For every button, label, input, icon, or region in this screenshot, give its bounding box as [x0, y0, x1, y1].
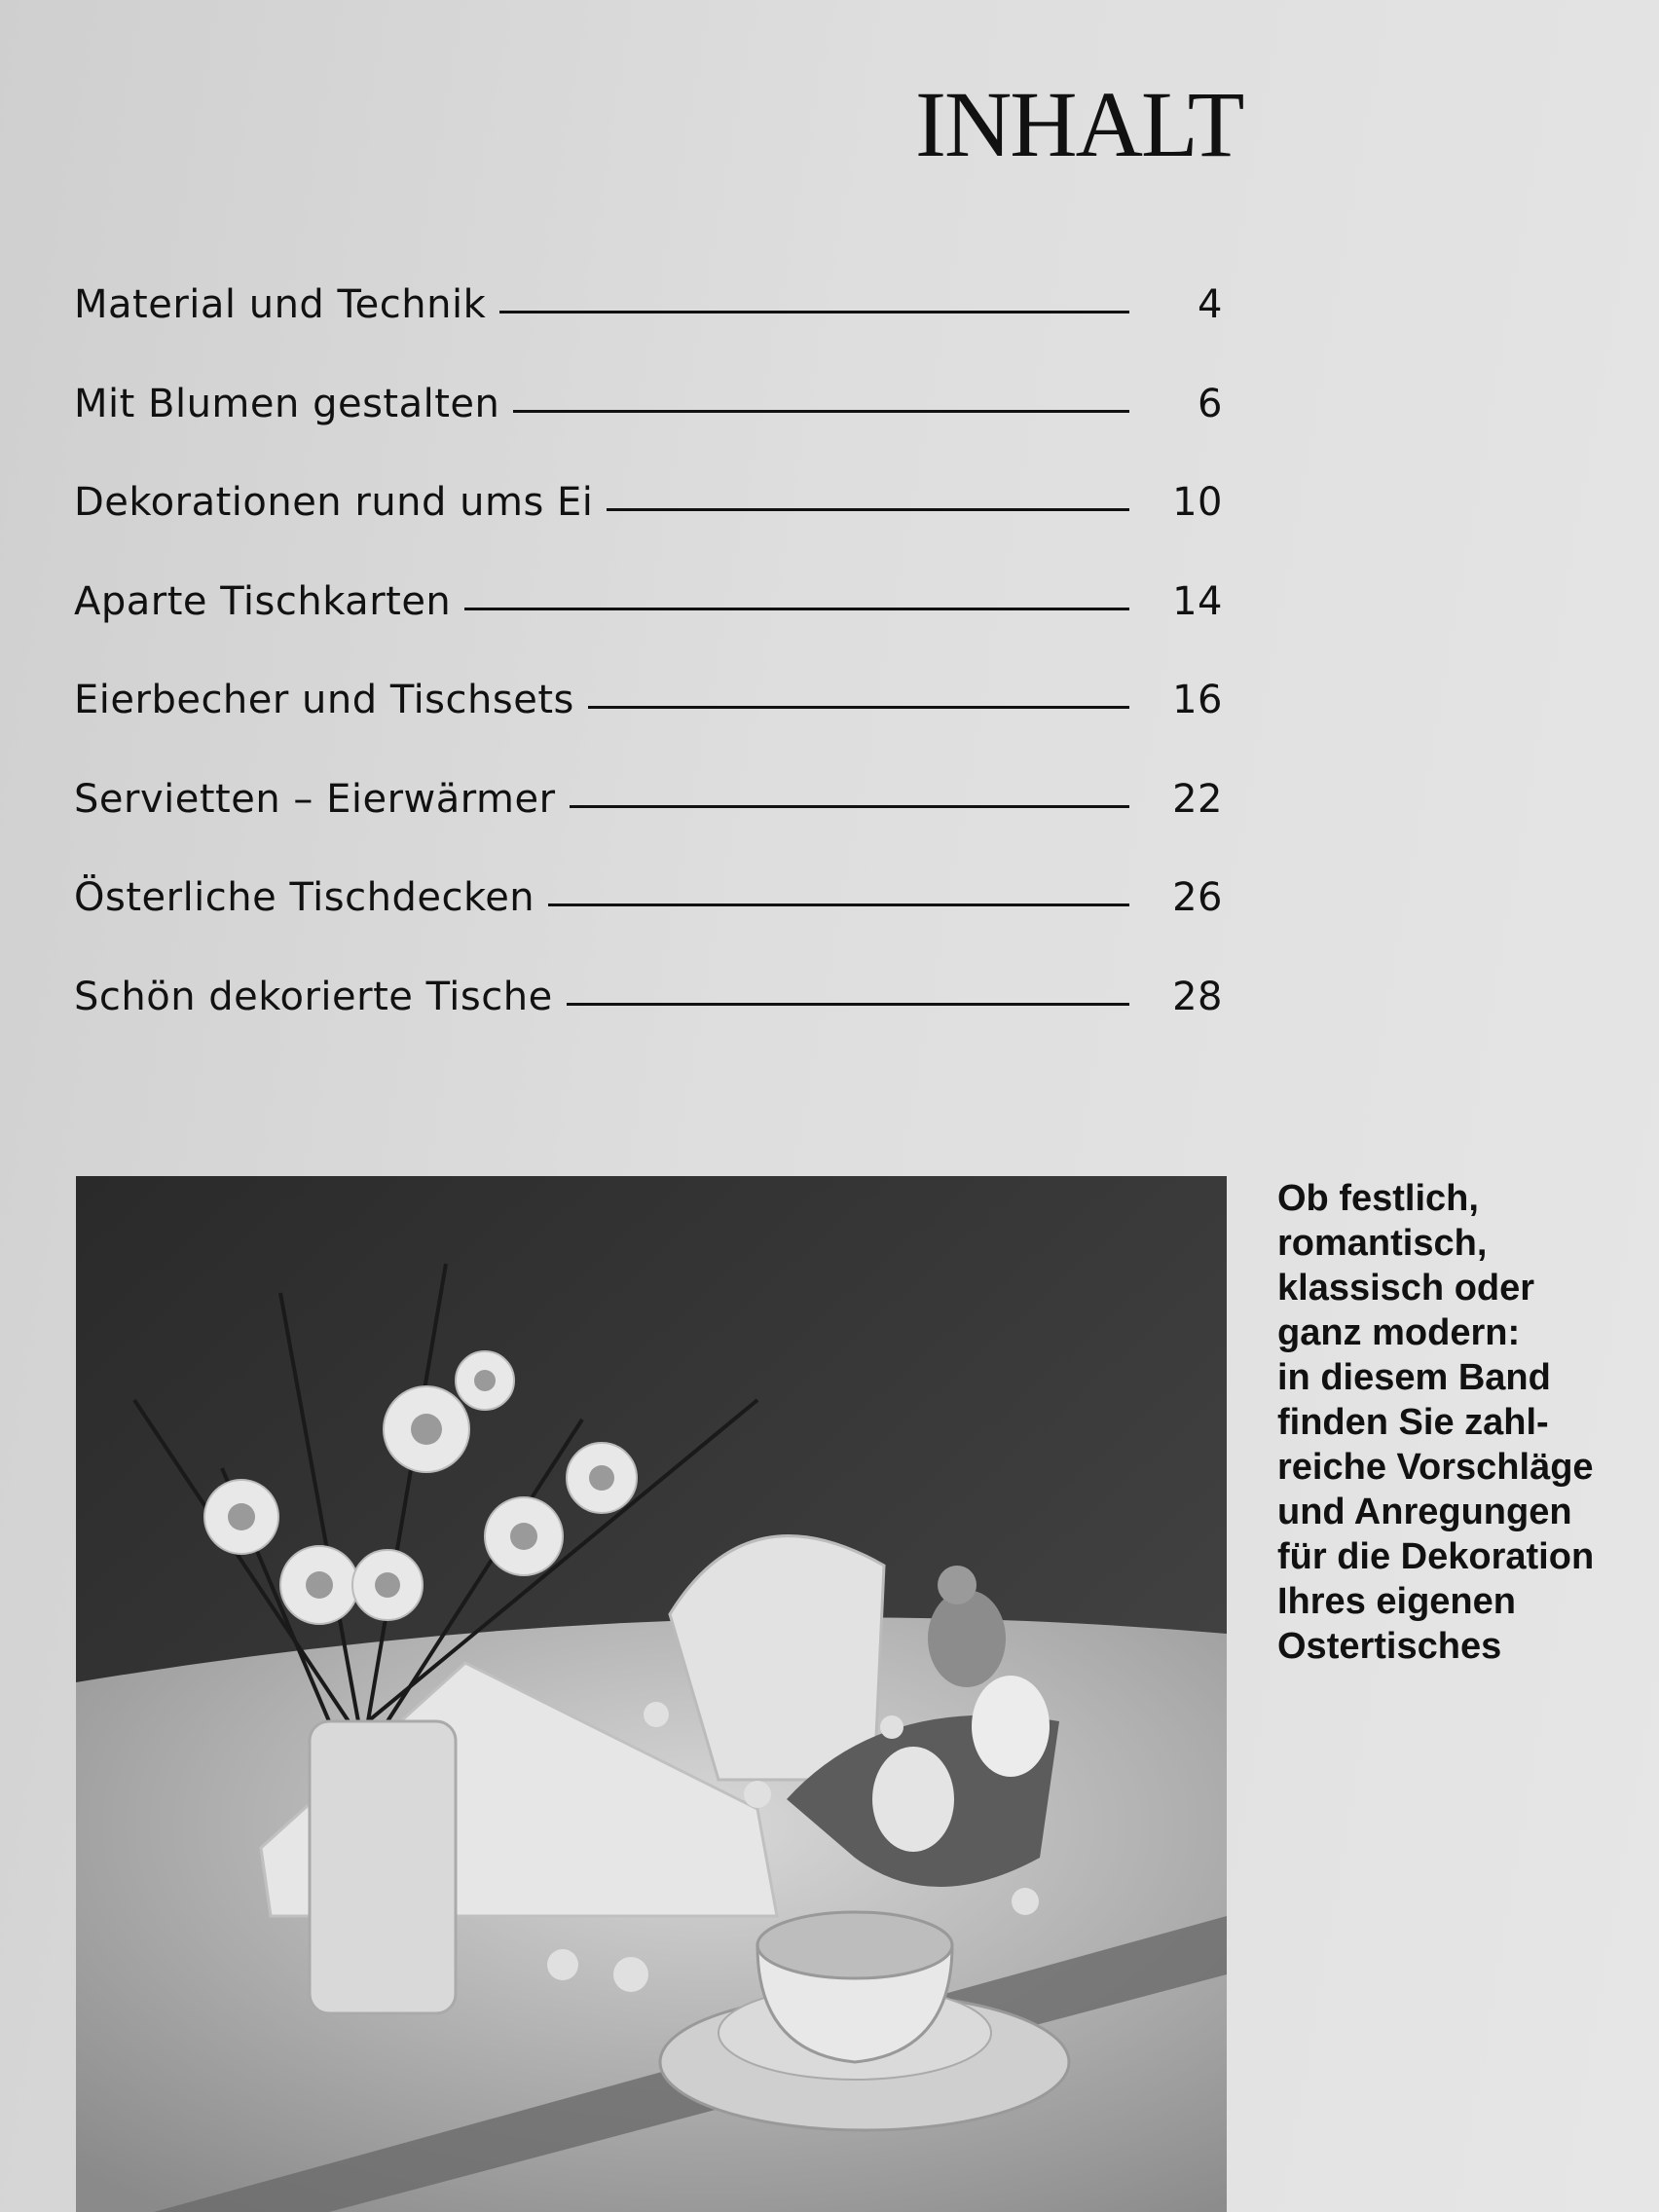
blurb-line: in diesem Band — [1277, 1357, 1551, 1398]
toc-entry-label: Österliche Tischdecken — [74, 875, 535, 920]
toc-entry-label: Eierbecher und Tischsets — [74, 678, 574, 722]
blurb-line: ganz modern: — [1277, 1312, 1521, 1353]
toc-entry-page: 10 — [1172, 480, 1223, 525]
toc-entry-label: Servietten – Eierwärmer — [74, 776, 556, 822]
toc-entry-page: 16 — [1172, 678, 1223, 722]
toc-entry[interactable] — [74, 975, 1223, 1074]
toc-leader-line — [464, 608, 1129, 610]
blurb-line: romantisch, — [1277, 1223, 1488, 1264]
toc-leader-line — [588, 706, 1129, 709]
toc-entry-page: 22 — [1172, 776, 1223, 822]
toc-leader-line — [548, 903, 1129, 906]
toc-entry-page: 4 — [1198, 282, 1223, 327]
toc-leader-line — [499, 311, 1129, 313]
toc-entry[interactable] — [74, 382, 1223, 481]
toc-entry-label: Dekorationen rund ums Ei — [74, 480, 594, 525]
blurb-line: reiche Vorschläge — [1277, 1447, 1594, 1488]
blurb-line: für die Dekoration — [1277, 1536, 1595, 1577]
intro-blurb — [1277, 1176, 1647, 1669]
photo-illustration — [76, 1176, 1227, 2212]
toc-leader-line — [513, 410, 1129, 413]
easter-table-photo — [76, 1176, 1227, 2212]
blurb-line: Ihres eigenen — [1277, 1581, 1516, 1622]
toc-entry-label: Material und Technik — [74, 282, 487, 327]
toc-entry-page: 26 — [1172, 875, 1223, 920]
toc-leader-line — [567, 1003, 1129, 1006]
blurb-line: Ob festlich, — [1277, 1178, 1479, 1219]
egg — [872, 1747, 954, 1852]
toc-entry-label: Schön dekorierte Tische — [74, 974, 553, 1019]
toc-leader-line — [607, 508, 1129, 511]
toc-entry-label: Mit Blumen gestalten — [74, 381, 500, 426]
toc-entry[interactable] — [74, 777, 1223, 876]
toc-entry[interactable] — [74, 579, 1223, 679]
blurb-line: klassisch oder — [1277, 1268, 1535, 1309]
toc-entry-label: Aparte Tischkarten — [74, 578, 452, 624]
toc-entry-page: 14 — [1172, 578, 1223, 624]
toc-entry-page: 28 — [1172, 974, 1223, 1019]
toc-leader-line — [570, 805, 1129, 808]
toc-entry[interactable] — [74, 282, 1223, 382]
page-title: INHALT — [915, 72, 1243, 176]
cup-rim — [757, 1912, 952, 1978]
rolled-napkin — [310, 1721, 456, 2013]
blurb-line: finden Sie zahl- — [1277, 1402, 1549, 1443]
egg — [972, 1676, 1050, 1777]
table-of-contents — [74, 282, 1223, 1073]
blurb-line: und Anregungen — [1277, 1492, 1572, 1532]
toc-entry[interactable] — [74, 678, 1223, 777]
toc-entry[interactable] — [74, 875, 1223, 975]
blurb-line: Ostertisches — [1277, 1626, 1502, 1667]
toc-entry-page: 6 — [1198, 381, 1223, 426]
toc-entry[interactable] — [74, 480, 1223, 579]
